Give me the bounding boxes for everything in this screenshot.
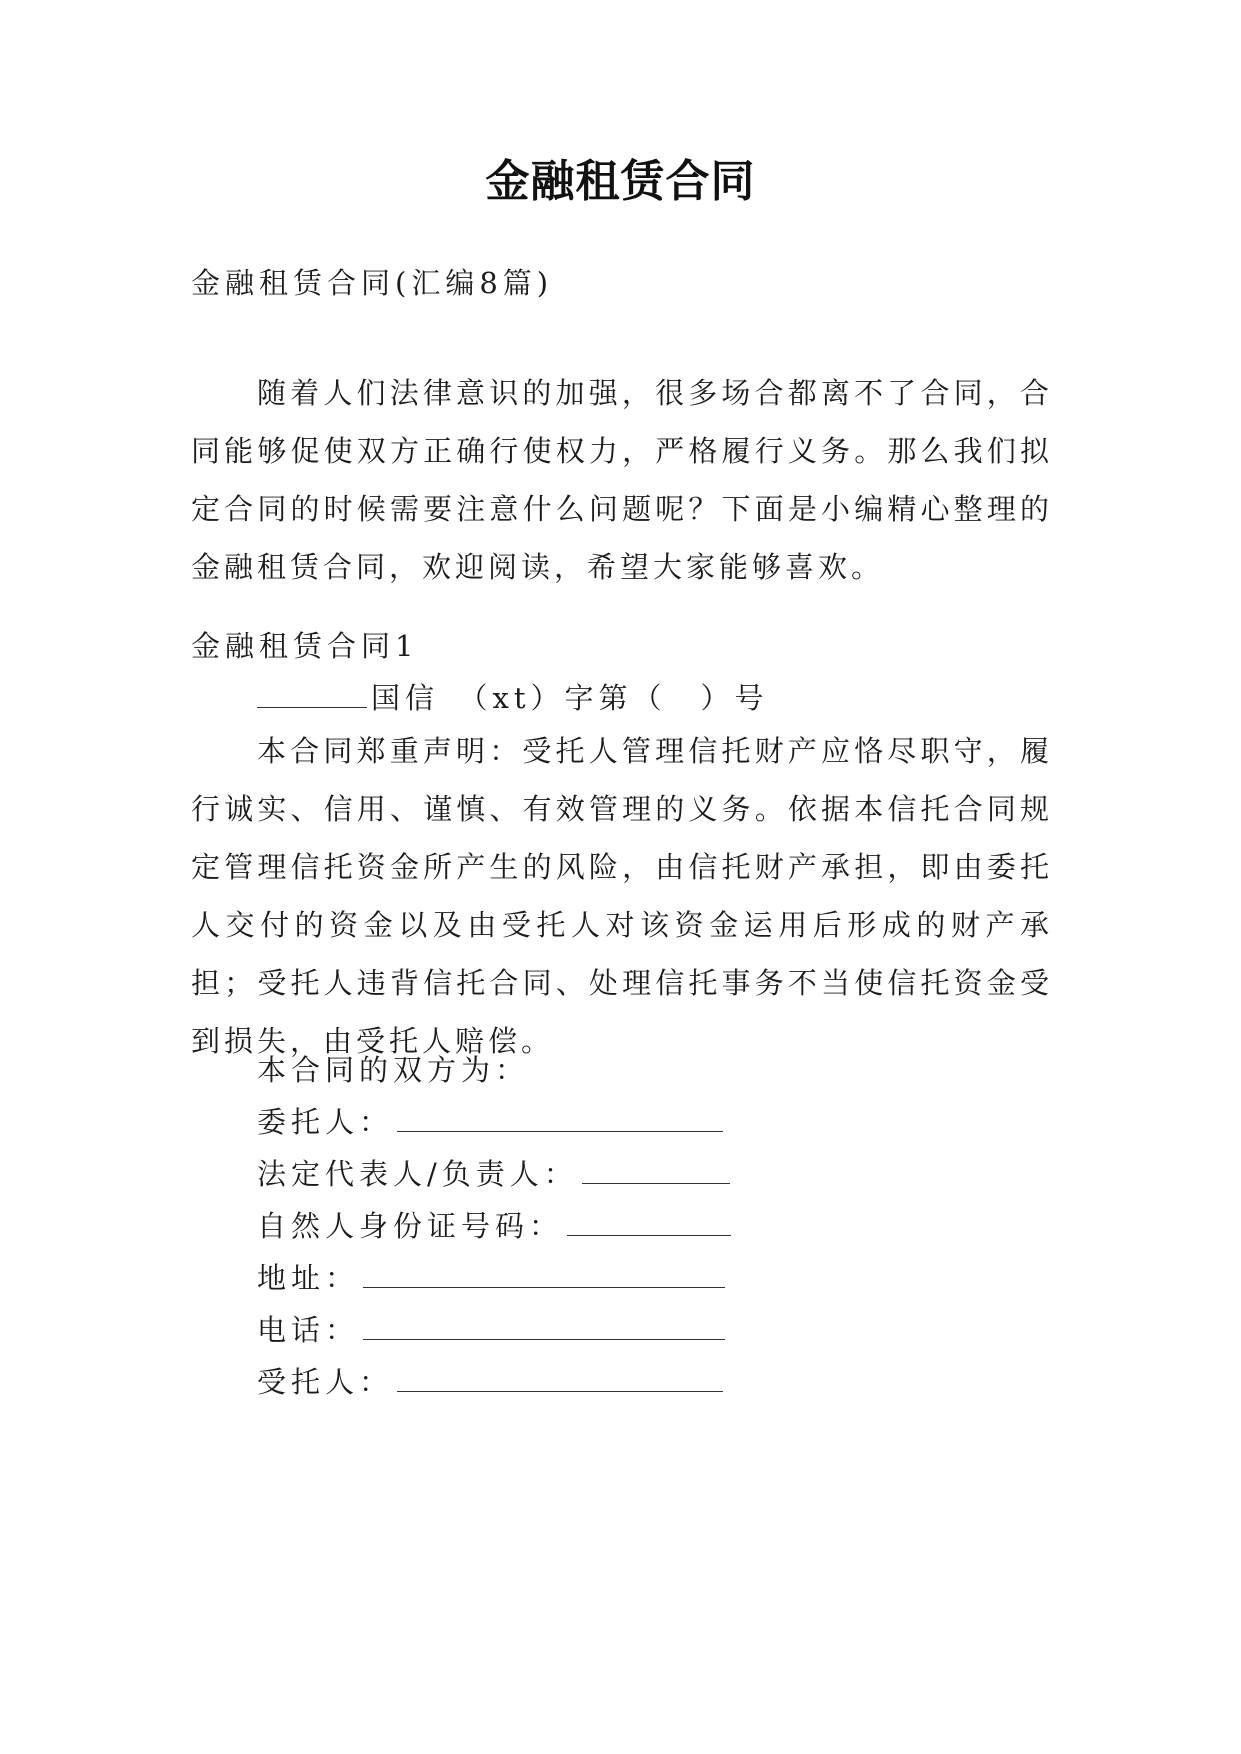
- field-blank-address: [363, 1259, 725, 1288]
- field-label-legal-representative: 法定代表人/负责人：: [257, 1157, 578, 1191]
- field-blank-id-number: [567, 1207, 731, 1236]
- field-label-principal: 委托人：: [257, 1105, 394, 1139]
- contract-number-line: [257, 678, 769, 718]
- intro-paragraph: 随着人们法律意识的加强，很多场合都离不了合同，合同能够促使双方正确行使权力，严格履行义务。那么我们拟定合同的时候需要注意什么问题呢？下面是小编精心整理的金融租赁合同，欢迎阅读，希望大家能够喜欢。: [191, 376, 1053, 584]
- form-field-row: [257, 1310, 725, 1350]
- field-label-address: 地址：: [257, 1261, 360, 1295]
- form-field-row: [257, 1154, 730, 1194]
- contract-number-blank: [257, 679, 367, 708]
- field-blank-legal-representative: [582, 1155, 730, 1184]
- field-blank-principal: [397, 1103, 723, 1132]
- field-label-phone: 电话：: [257, 1313, 360, 1347]
- parties-intro: 本合同的双方为：: [257, 1053, 530, 1087]
- section-heading: 金融租赁合同1: [191, 629, 419, 663]
- contract-number-text: 国信 （xt）字第（ ）号: [371, 681, 769, 715]
- form-field-row: [257, 1362, 723, 1402]
- form-field-row: [257, 1102, 723, 1142]
- field-blank-phone: [363, 1311, 725, 1340]
- form-field-row: [257, 1258, 725, 1298]
- declaration-paragraph: 本合同郑重声明：受托人管理信托财产应恪尽职守，履行诚实、信用、谨慎、有效管理的义务。依据本信托合同规定管理信托资金所产生的风险，由信托财产承担，即由委托人交付的资金以及由受托人对该资金运用后形成的财产承担；受托人违背信托合同、处理信托事务不当使信托资金受到损失，由受托人赔偿。: [191, 734, 1053, 1058]
- field-label-trustee: 受托人：: [257, 1365, 394, 1399]
- field-blank-trustee: [397, 1363, 723, 1392]
- document-title: 金融租赁合同: [485, 156, 756, 207]
- document-subtitle: 金融租赁合同(汇编8篇): [191, 266, 554, 300]
- form-field-row: [257, 1206, 731, 1246]
- field-label-id-number: 自然人身份证号码：: [257, 1209, 564, 1243]
